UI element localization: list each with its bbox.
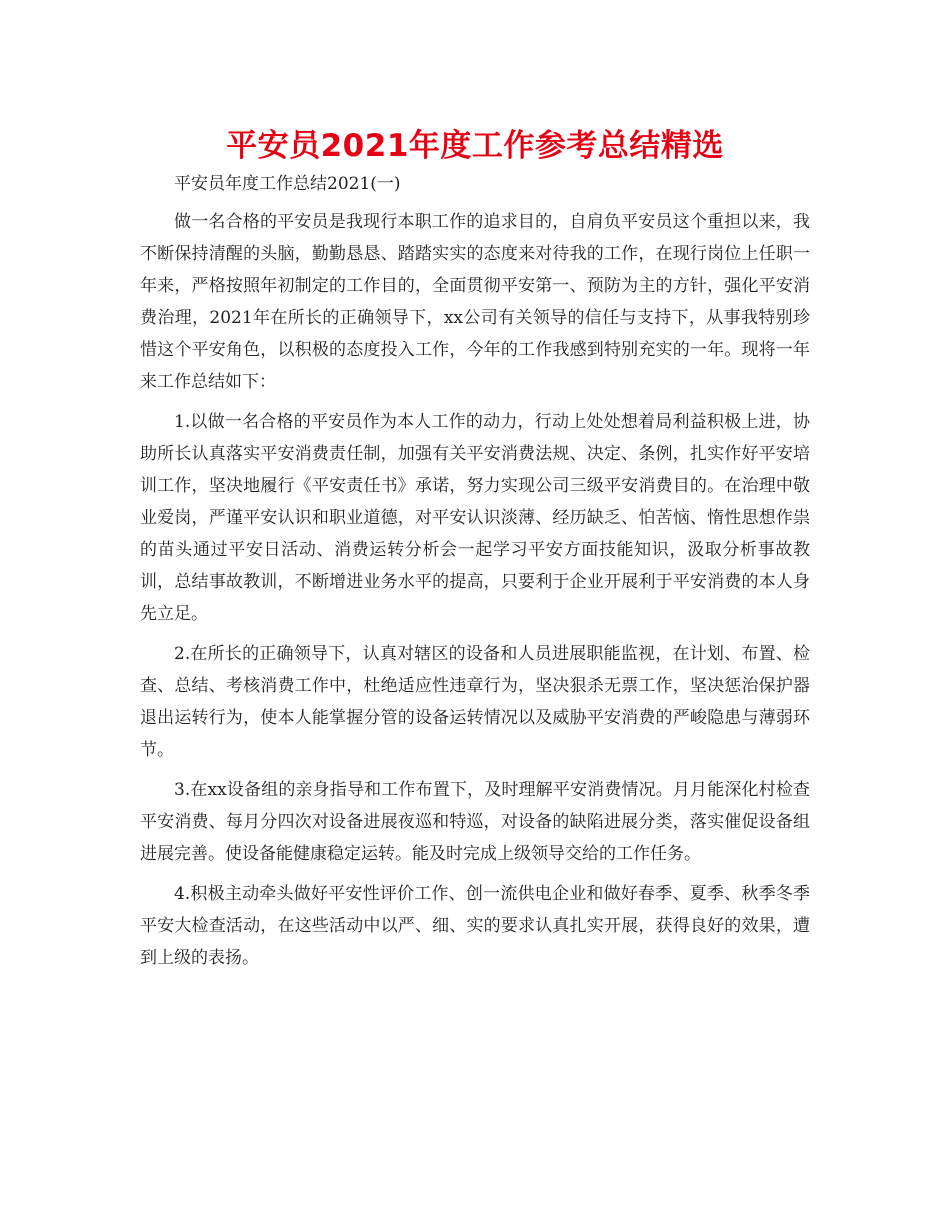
document-body [140,168,810,982]
paragraph-item-3: 3.在xx设备组的亲身指导和工作布置下，及时理解平安消费情况。月月能深化村检查平安消费、每月分四次对设备进展夜巡和特巡，对设备的缺陷进展分类，落实催促设备组进展完善。使设备能健康稳定运转。能及时完成上级领导交给的工作任务。 [140,780,810,864]
paragraph-item-1: 1.以做一名合格的平安员作为本人工作的动力，行动上处处想着局利益积极上进，协助所长认真落实平安消费责任制，加强有关平安消费法规、决定、条例，扎实作好平安培训工作，坚决地履行《平安责任书》承诺，努力实现公司三级平安消费目的。在治理中敬业爱岗，严谨平安认识和职业道德，对平安认识淡薄、经历缺乏、怕苦恼、惰性思想作祟的苗头通过平安日活动、消费运转分析会一起学习平安方面技能知识，汲取分析事故教训，总结事故教训，不断增进业务水平的提高，只要利于企业开展利于平安消费的本人身先立足。 [140,412,810,624]
document-title: 平安员2021年度工作参考总结精选 [226,128,724,164]
paragraph-item-4: 4.积极主动牵头做好平安性评价工作、创一流供电企业和做好春季、夏季、秋季冬季平安大检查活动，在这些活动中以严、细、实的要求认真扎实开展，获得良好的效果，遭到上级的表扬。 [140,884,810,968]
paragraph-intro: 做一名合格的平安员是我现行本职工作的追求目的，自肩负平安员这个重担以来，我不断保持清醒的头脑，勤勤恳恳、踏踏实实的态度来对待我的工作，在现行岗位上任职一年来，严格按照年初制定的工作目的，全面贯彻平安第一、预防为主的方针，强化平安消费治理，2021年在所长的正确领导下，xx公司有关领导的信任与支持下，从事我特别珍惜这个平安角色，以积极的态度投入工作，今年的工作我感到特别充实的一年。现将一年来工作总结如下： [140,212,810,392]
document-subtitle: 平安员年度工作总结2021(一) [174,174,401,194]
paragraph-item-2: 2.在所长的正确领导下，认真对辖区的设备和人员进展职能监视，在计划、布置、检查、总结、考核消费工作中，杜绝适应性违章行为，坚决狠杀无票工作，坚决惩治保护器退出运转行为，使本人能掌握分管的设备运转情况以及威胁平安消费的严峻隐患与薄弱环节。 [140,644,810,760]
